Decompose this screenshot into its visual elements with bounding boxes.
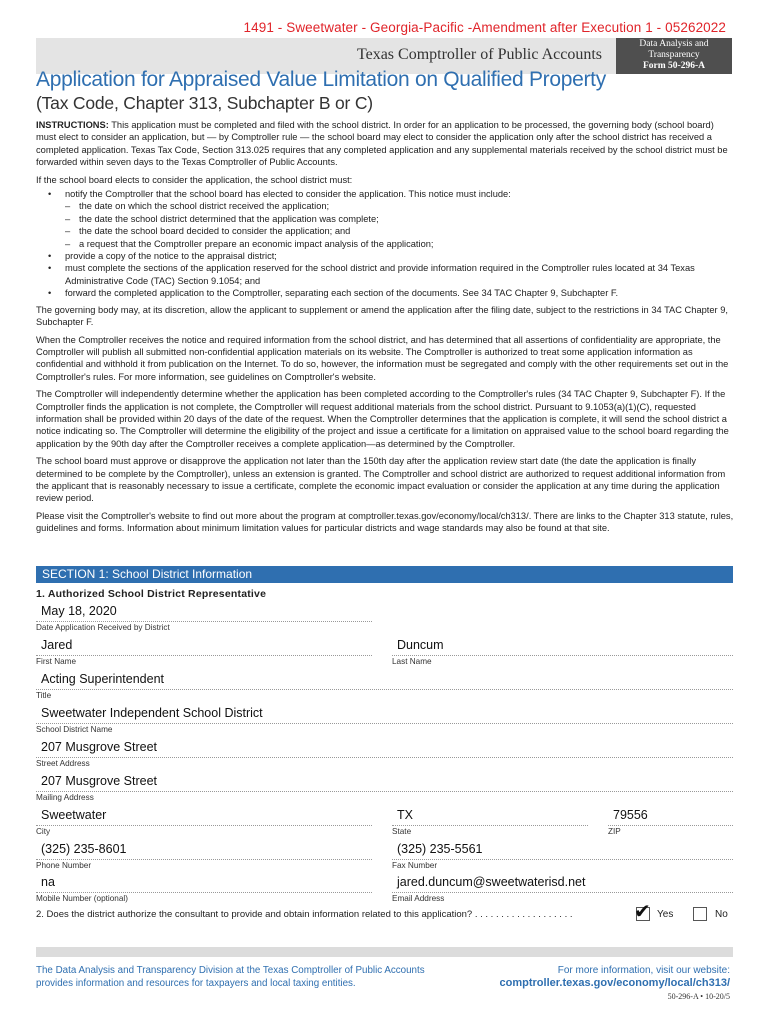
paragraph-confidentiality: When the Comptroller receives the notice and required information from the school district, and has determined that all assertions of confidentiality are appropriate, the Comptroller will publish all submitted non-confidential application materials on its website. The Comptroller is authorized to treat some application information as confidential and withhold it from publication on the Internet. To do so, however, the information must be segregated and comply with the other requirements set out in the Comptroller's rules. For more information, see guidelines on Comptroller's website. bbox=[36, 334, 729, 382]
page-title: Application for Appraised Value Limitation on Qualified Property bbox=[36, 68, 606, 91]
dept-line-2: Transparency bbox=[648, 50, 700, 60]
paragraph-approval: The school board must approve or disapprove the application not later than the 150th day after the application review start date (the date the application is finally determined to be complete by the Comptroller), unless an extension is granted. The Comptroller and school district are authorized to request additional information from the applicant that is reasonably necessary to issue a certificate, complete the economic impact evaluation or consider the application at any time during the application review period. bbox=[36, 456, 726, 504]
zip-line bbox=[608, 825, 733, 826]
page-subtitle: (Tax Code, Chapter 313, Subchapter B or C) bbox=[36, 93, 373, 113]
last-name-value[interactable]: Duncum bbox=[397, 638, 444, 652]
mobile-label: Mobile Number (optional) bbox=[36, 894, 128, 903]
first-name-label: First Name bbox=[36, 657, 77, 666]
instructions-label: INSTRUCTIONS: bbox=[36, 120, 109, 130]
question-1: 1. Authorized School District Representative bbox=[36, 588, 267, 600]
zip-label: ZIP bbox=[608, 827, 621, 836]
mobile-line bbox=[36, 892, 372, 893]
no-label: No bbox=[715, 909, 728, 920]
phone-value[interactable]: (325) 235-8601 bbox=[41, 842, 127, 856]
list-item-text: provide a copy of the notice to the appraisal district; bbox=[65, 251, 277, 262]
footer-line-1: The Data Analysis and Transparency Division at the Texas Comptroller of Public Accounts bbox=[36, 965, 425, 976]
list-item bbox=[48, 188, 736, 250]
instructions-text: This application must be completed and filed with the school district. In order for an application to be processed, the governing body (school board) must elect to consider an application, but — by Comptroller rule — the school board may elect to consider the application only after the school district has received a completed application. Texas Tax Code, Section 313.025 requires that any completed application and any supplemental materials received by the school district must be forwarded within seven days to the Texas Comptroller of Public Accounts. bbox=[36, 120, 728, 168]
last-name-label: Last Name bbox=[392, 657, 432, 666]
city-label: City bbox=[36, 827, 51, 836]
footer-description bbox=[36, 965, 425, 990]
paragraph-amend: The governing body may, at its discretion, allow the applicant to supplement or amend the application after the filing date, subject to the restrictions in 34 TAC Chapter 9, Subchapter F. bbox=[36, 304, 728, 328]
city-value[interactable]: Sweetwater bbox=[41, 808, 107, 822]
zip-value[interactable]: 79556 bbox=[613, 808, 648, 822]
instructions-paragraph bbox=[36, 119, 736, 169]
email-line bbox=[392, 892, 733, 893]
notice-sublist bbox=[65, 200, 736, 250]
last-name-line bbox=[392, 655, 733, 656]
fax-value[interactable]: (325) 235-5561 bbox=[397, 842, 483, 856]
list-item-text: the date the school district determined that the application was complete; bbox=[79, 213, 379, 224]
list-item-text: the date on which the school district received the application; bbox=[79, 201, 330, 212]
mailing-address-label: Mailing Address bbox=[36, 793, 94, 802]
street-address-value[interactable]: 207 Musgrove Street bbox=[41, 740, 158, 754]
mobile-value[interactable]: na bbox=[41, 875, 55, 889]
dash-icon: – bbox=[65, 201, 71, 212]
bullet-icon: • bbox=[48, 288, 52, 299]
list-item-text: the date the school board decided to consider the application; and bbox=[79, 226, 351, 237]
fax-line bbox=[392, 859, 733, 860]
list-item bbox=[65, 238, 736, 250]
state-line bbox=[392, 825, 588, 826]
agency-name: Texas Comptroller of Public Accounts bbox=[356, 46, 602, 63]
no-checkbox[interactable] bbox=[693, 907, 707, 921]
phone-label: Phone Number bbox=[36, 861, 92, 870]
list-item bbox=[65, 213, 736, 225]
form-revision-code: 50-296-A • 10-20/5 bbox=[667, 992, 730, 1001]
city-line bbox=[36, 825, 372, 826]
bullet-icon: • bbox=[48, 251, 52, 262]
school-district-label: School District Name bbox=[36, 725, 113, 734]
title-value[interactable]: Acting Superintendent bbox=[41, 672, 165, 686]
dept-line-1: Data Analysis and bbox=[639, 39, 709, 49]
bullet-icon: • bbox=[48, 263, 52, 274]
paragraph-completeness: The Comptroller will independently determine whether the application has been completed according to the Comptroller's rules (34 TAC Chapter 9, Subchapter F). If the Comptroller finds the application is not complete, the Comptroller will request additional materials from the school district. Pursuant to 9.1053(a)(1)(C), requested information shall be provided within 20 days of the date of the request. When the Comptroller determines that the application is complete, it will send the school district a notice indicating so. The Comptroller will determine the eligibility of the project and issue a certificate for a limitation on appraised value to the school board regarding the application by the 90th day after the Comptroller receives a complete application—as determined by the Comptroller. bbox=[36, 389, 729, 449]
form-number: Form 50-296-A bbox=[643, 61, 705, 71]
dash-icon: – bbox=[65, 238, 71, 249]
date-received-line bbox=[36, 621, 372, 622]
email-label: Email Address bbox=[392, 894, 445, 903]
checkmark-icon: ✔ bbox=[634, 901, 651, 923]
list-item-text: forward the completed application to the Comptroller, separating each section of the documents. See 34 TAC Chapter 9, Subchapter F. bbox=[65, 288, 619, 299]
list-item-text: must complete the sections of the application reserved for the school district and provide information required in the Comptroller rules located at 34 Texas Administrative Code (TAC) Section 9.1054; and bbox=[65, 263, 695, 286]
state-value[interactable]: TX bbox=[397, 808, 413, 822]
list-item bbox=[65, 200, 736, 212]
requirements-list bbox=[36, 188, 736, 300]
state-label: State bbox=[392, 827, 412, 836]
first-name-line bbox=[36, 655, 372, 656]
if-elects-text: If the school board elects to consider the application, the school district must: bbox=[36, 174, 353, 185]
street-address-label: Street Address bbox=[36, 759, 90, 768]
instructions-block bbox=[36, 119, 736, 540]
list-item bbox=[48, 262, 736, 287]
footer-line-2: provides information and resources for taxpayers and local taxing entities. bbox=[36, 977, 356, 989]
bullet-icon: • bbox=[48, 189, 52, 200]
list-item bbox=[65, 225, 736, 237]
footer-divider bbox=[36, 947, 733, 957]
dash-icon: – bbox=[65, 213, 71, 224]
list-item bbox=[48, 250, 736, 262]
email-value[interactable]: jared.duncum@sweetwaterisd.net bbox=[397, 875, 586, 889]
date-received-label: Date Application Received by District bbox=[36, 623, 170, 632]
school-district-value[interactable]: Sweetwater Independent School District bbox=[41, 706, 263, 720]
fax-label: Fax Number bbox=[392, 861, 438, 870]
top-annotation: 1491 - Sweetwater - Georgia-Pacific -Amendment after Execution 1 - 05262022 bbox=[243, 20, 726, 35]
mailing-address-line bbox=[36, 791, 733, 792]
form-number-box bbox=[616, 38, 732, 74]
school-district-line bbox=[36, 723, 733, 724]
phone-line bbox=[36, 859, 372, 860]
list-item bbox=[48, 287, 736, 299]
street-address-line bbox=[36, 757, 733, 758]
list-item-text: a request that the Comptroller prepare an economic impact analysis of the application; bbox=[79, 238, 434, 249]
first-name-value[interactable]: Jared bbox=[41, 638, 73, 652]
footer-website-link[interactable]: comptroller.texas.gov/economy/local/ch313/ bbox=[499, 977, 730, 989]
footer-visit-text: For more information, visit our website: bbox=[557, 965, 730, 976]
date-received-value[interactable]: May 18, 2020 bbox=[41, 604, 117, 618]
title-label: Title bbox=[36, 691, 52, 700]
title-line bbox=[36, 689, 733, 690]
question-2: 2. Does the district authorize the consultant to provide and obtain information related to this application? . . . . . . . . . . . . . . . . . . . bbox=[36, 909, 573, 920]
mailing-address-value[interactable]: 207 Musgrove Street bbox=[41, 774, 158, 788]
paragraph-website: Please visit the Comptroller's website to find out more about the program at comptroller.texas.gov/economy/local/ch313/. There are links to the Chapter 313 statute, rules, guidelines and forms. Information about minimum limitation values for particular districts and wage standards may also be found at that site. bbox=[36, 510, 734, 534]
yes-label: Yes bbox=[657, 909, 674, 920]
dash-icon: – bbox=[65, 226, 71, 237]
list-item-text: notify the Comptroller that the school board has elected to consider the application. This notice must include: bbox=[65, 189, 511, 200]
section-1-heading: SECTION 1: School District Information bbox=[36, 566, 733, 583]
